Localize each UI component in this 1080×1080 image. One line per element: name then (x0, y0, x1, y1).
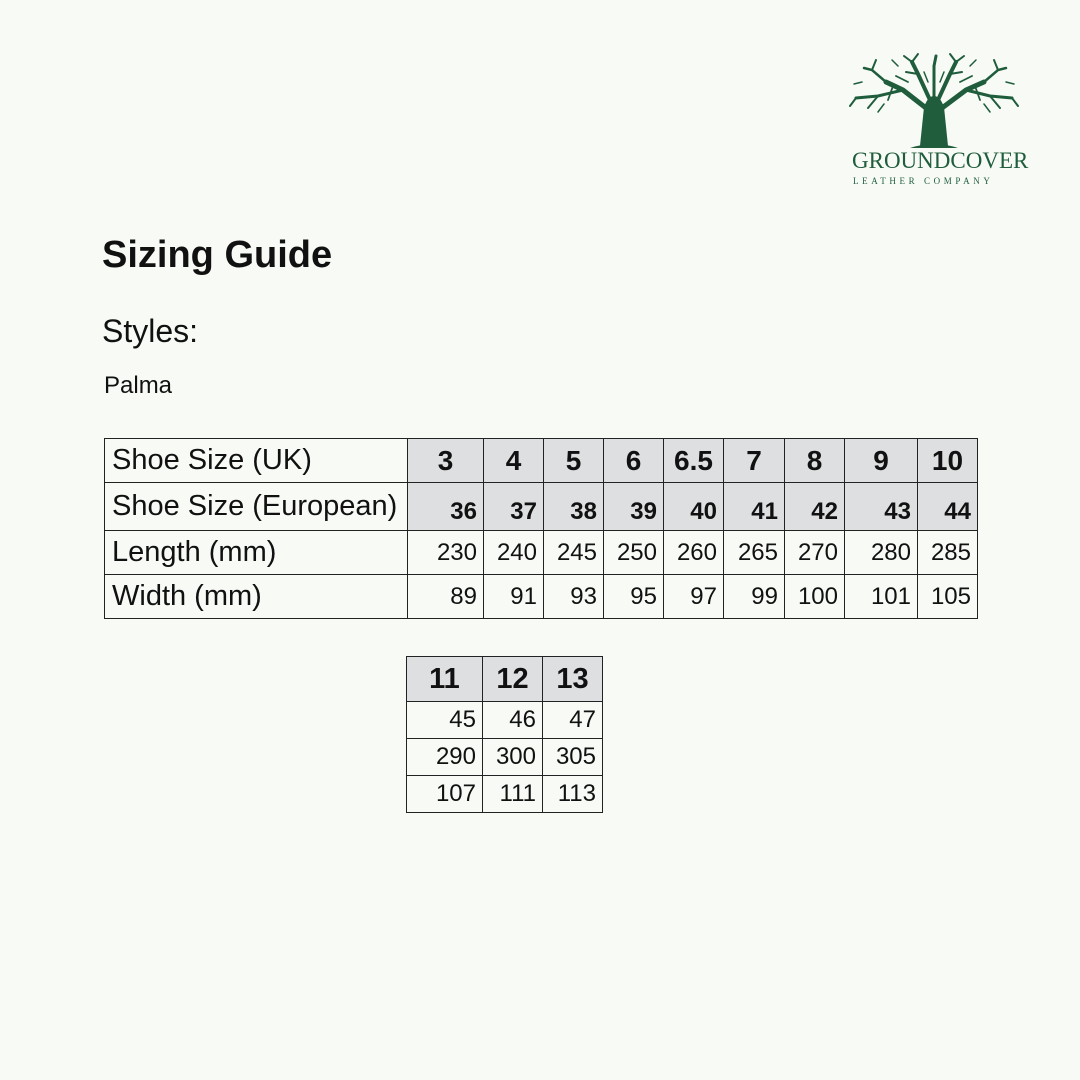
row-label: Shoe Size (European) (105, 483, 408, 531)
table-row-length (105, 531, 978, 575)
brand-logo (848, 52, 1029, 192)
table-cell: 10 (918, 439, 978, 483)
table-cell: 100 (785, 575, 845, 619)
table-cell: 305 (543, 739, 603, 776)
table-cell: 280 (845, 531, 918, 575)
table-cell: 4 (484, 439, 544, 483)
table-cell: 97 (664, 575, 724, 619)
table-cell: 270 (785, 531, 845, 575)
table-cell: 11 (407, 657, 483, 702)
table-cell: 45 (407, 702, 483, 739)
table-cell: 105 (918, 575, 978, 619)
table-cell: 41 (724, 483, 785, 531)
table-row-eu (105, 483, 978, 531)
row-label: Width (mm) (105, 575, 408, 619)
table-cell: 13 (543, 657, 603, 702)
table-cell: 7 (724, 439, 785, 483)
table-cell: 265 (724, 531, 785, 575)
brand-tagline: LEATHER COMPANY (853, 176, 994, 186)
table-cell: 5 (544, 439, 604, 483)
table-cell: 6.5 (664, 439, 724, 483)
table-cell: 6 (604, 439, 664, 483)
table-cell: 101 (845, 575, 918, 619)
row-label: Length (mm) (105, 531, 408, 575)
table-cell: 111 (483, 776, 543, 813)
table-cell: 91 (484, 575, 544, 619)
table-cell: 12 (483, 657, 543, 702)
table-cell: 8 (785, 439, 845, 483)
table-cell: 240 (484, 531, 544, 575)
table-row-width (105, 575, 978, 619)
table-cell: 44 (918, 483, 978, 531)
table-cell: 43 (845, 483, 918, 531)
page-title: Sizing Guide (102, 234, 333, 276)
size-table-main (104, 438, 978, 619)
table-cell: 38 (544, 483, 604, 531)
table-row-uk (407, 657, 603, 702)
table-cell: 230 (408, 531, 484, 575)
table-row-uk (105, 439, 978, 483)
table-cell: 300 (483, 739, 543, 776)
table-cell: 39 (604, 483, 664, 531)
table-cell: 99 (724, 575, 785, 619)
table-cell: 9 (845, 439, 918, 483)
table-cell: 290 (407, 739, 483, 776)
brand-name: GROUNDCOVER (852, 148, 1029, 173)
row-label: Shoe Size (UK) (105, 439, 408, 483)
table-cell: 113 (543, 776, 603, 813)
table-cell: 89 (408, 575, 484, 619)
table-cell: 40 (664, 483, 724, 531)
table-cell: 285 (918, 531, 978, 575)
table-cell: 36 (408, 483, 484, 531)
table-cell: 46 (483, 702, 543, 739)
baobab-tree-icon (848, 52, 1020, 152)
table-cell: 47 (543, 702, 603, 739)
table-cell: 95 (604, 575, 664, 619)
size-table-extended (406, 656, 603, 813)
table-cell: 107 (407, 776, 483, 813)
table-cell: 93 (544, 575, 604, 619)
style-name: Palma (104, 372, 173, 399)
table-row-eu (407, 702, 603, 739)
table-cell: 260 (664, 531, 724, 575)
table-cell: 245 (544, 531, 604, 575)
table-cell: 250 (604, 531, 664, 575)
table-row-width (407, 776, 603, 813)
table-row-length (407, 739, 603, 776)
table-cell: 3 (408, 439, 484, 483)
styles-label: Styles: (102, 313, 199, 349)
table-cell: 42 (785, 483, 845, 531)
table-cell: 37 (484, 483, 544, 531)
